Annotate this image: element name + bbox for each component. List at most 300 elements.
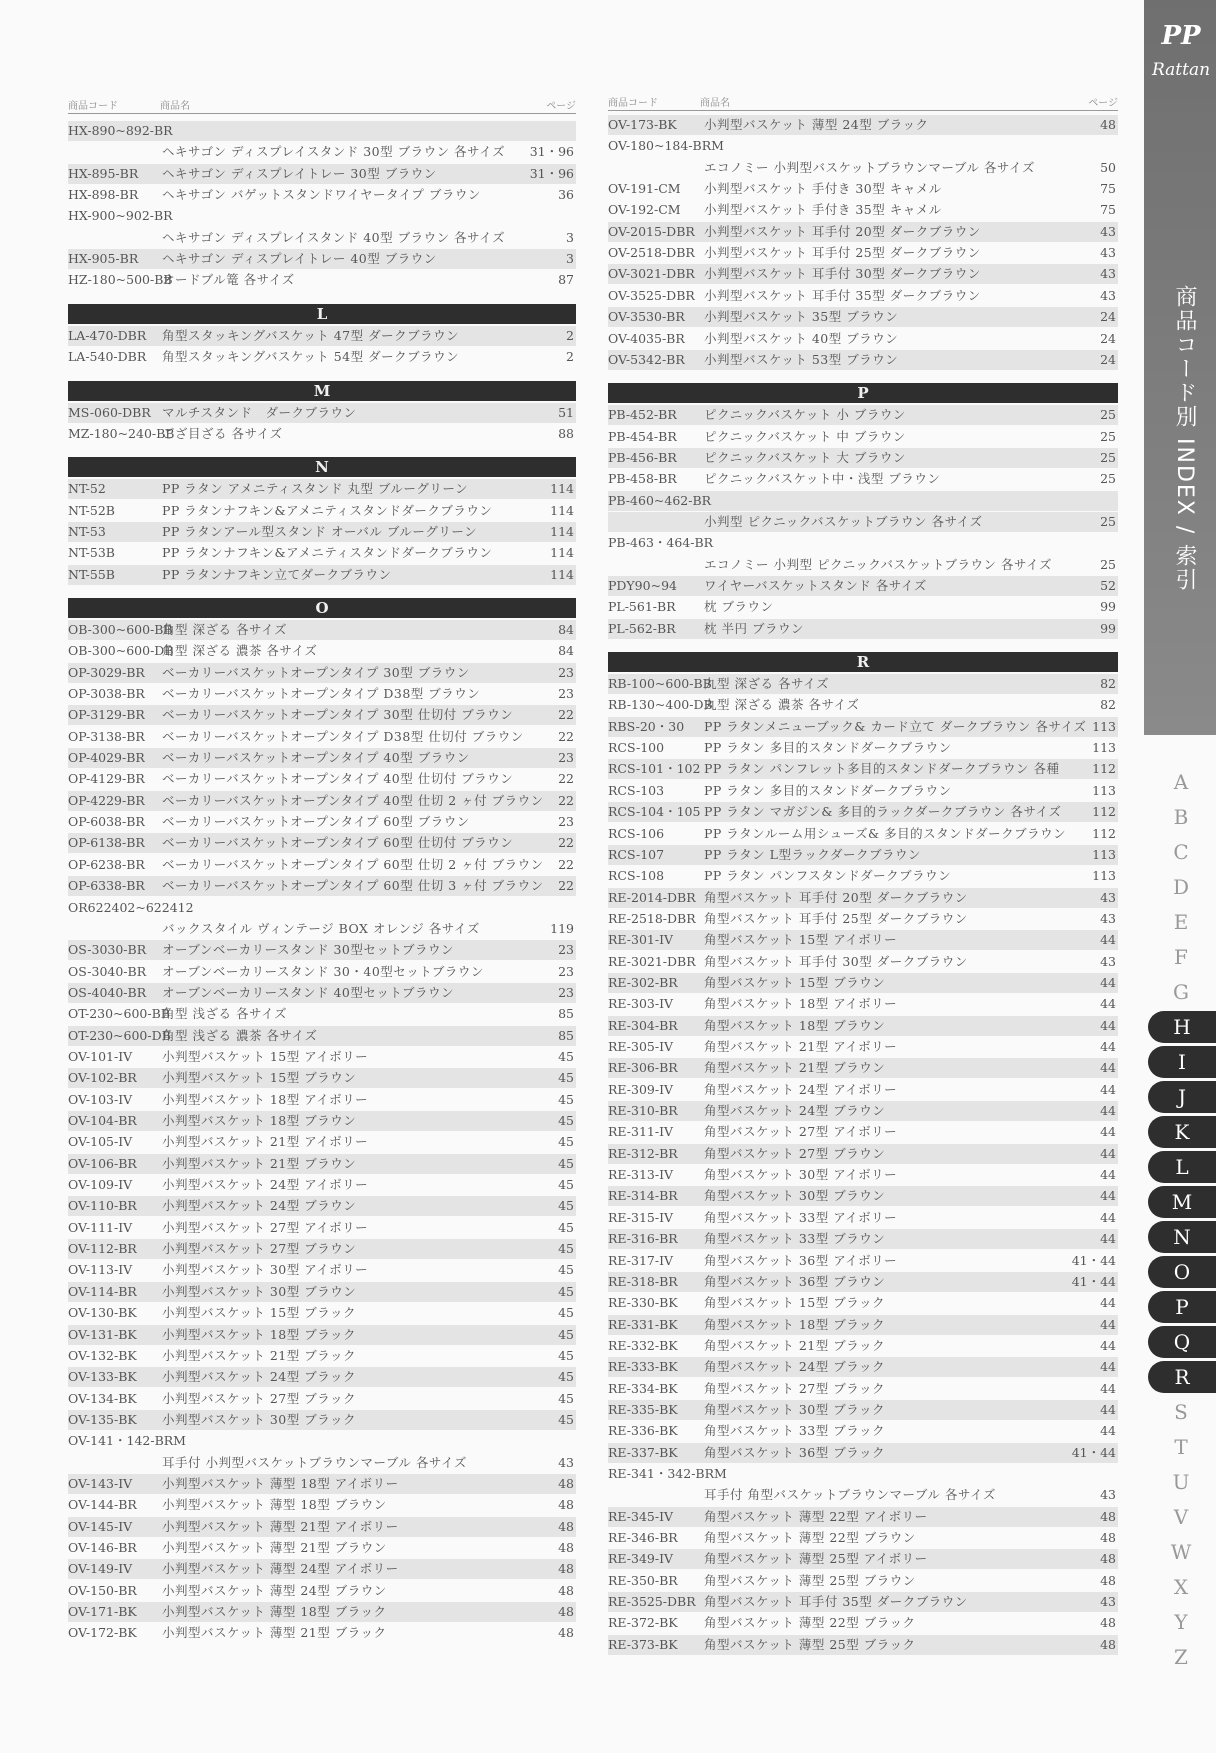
index-row (68, 684, 576, 704)
product-name: 丸型 深ざる 濃茶 各サイズ (704, 697, 860, 713)
product-name: 耳手付 角型バスケットブラウンマーブル 各サイズ (704, 1487, 996, 1503)
product-name: 角型バスケット 33型 アイボリー (704, 1209, 898, 1225)
product-name: 小判型バスケット 15型 アイボリー (162, 1048, 369, 1064)
product-name: 角型バスケット 耳手付 30型 ダークブラウン (704, 953, 968, 969)
alphabet-letter-v[interactable]: V (1173, 1505, 1189, 1529)
product-code: RE-310-BR (608, 1103, 678, 1119)
product-name: 小判型バスケット 53型 ブラウン (704, 351, 899, 367)
product-code: RE-349-IV (608, 1551, 674, 1567)
product-name: 角型バスケット 薄型 22型 ブラック (704, 1615, 916, 1631)
product-name: 小判型バスケット 21型 ブラック (162, 1347, 356, 1363)
product-code: RE-2518-DBR (608, 910, 696, 926)
alphabet-letter-s[interactable]: S (1174, 1400, 1188, 1424)
page-number: 44 (1100, 1231, 1116, 1247)
index-row (608, 1571, 1118, 1591)
product-name: 角型バスケット 薄型 22型 アイボリー (704, 1508, 928, 1524)
product-code: RE-330-BK (608, 1295, 678, 1311)
product-code: OV-105-IV (68, 1134, 133, 1150)
header-page: ページ (1088, 98, 1118, 109)
page-number: 41・44 (1071, 1252, 1116, 1268)
index-row (68, 1495, 576, 1515)
product-code: RCS-106 (608, 825, 665, 841)
alphabet-letter-g[interactable]: G (1173, 980, 1189, 1004)
alphabet-letter-d[interactable]: D (1172, 875, 1190, 899)
product-code: NT-53B (68, 545, 115, 561)
product-code: OV-109-IV (68, 1177, 133, 1193)
product-code: HX-895-BR (68, 165, 139, 181)
product-code: RCS-103 (608, 782, 665, 798)
product-code: HX-890~892-BR (68, 123, 173, 138)
product-name: ベーカリーバスケットオープンタイプ 30型 仕切付 ブラウン (162, 707, 514, 723)
product-code: RE-336-BK (608, 1423, 678, 1439)
page-number: 113 (1092, 740, 1116, 756)
index-row (68, 1410, 576, 1430)
product-name: 小判型バスケット 27型 ブラウン (162, 1241, 357, 1257)
product-name: 枕 半円 ブラウン (704, 620, 804, 636)
page-number: 48 (1100, 1551, 1116, 1567)
index-row (68, 983, 576, 1003)
index-row (68, 1559, 576, 1579)
page-number: 43 (558, 1454, 574, 1470)
page-number: 48 (1100, 117, 1116, 132)
product-code: RE-334-BK (608, 1380, 678, 1396)
index-row (608, 307, 1118, 327)
page-number: 22 (558, 856, 574, 872)
index-row (608, 158, 1118, 178)
index-row (68, 1111, 576, 1131)
alphabet-letter-y[interactable]: Y (1174, 1610, 1188, 1634)
product-name: 小判型バスケット 薄型 18型 アイボリー (162, 1475, 399, 1491)
page-number: 3 (566, 251, 574, 267)
product-code: OV-3021-DBR (608, 266, 695, 282)
product-code: RE-3021-DBR (608, 953, 696, 969)
alphabet-letter-u[interactable]: U (1172, 1470, 1190, 1494)
product-name: ピクニックバスケット 大 ブラウン (704, 449, 906, 465)
product-name: PP ラタンアール型スタンド オーバル ブルーグリーン (162, 523, 478, 539)
index-row (68, 962, 576, 982)
product-name: 小判型バスケット 18型 アイボリー (162, 1091, 369, 1107)
product-code: RE-3525-DBR (608, 1594, 696, 1610)
product-name: 角型バスケット 18型 アイボリー (704, 996, 898, 1012)
page-number: 3 (566, 229, 574, 245)
page-number: 84 (558, 643, 574, 659)
product-code: OP-3138-BR (68, 728, 145, 744)
product-code: OS-3040-BR (68, 963, 147, 979)
index-row (68, 1389, 576, 1409)
product-code: OV-172-BK (68, 1625, 137, 1641)
alphabet-letter-z[interactable]: Z (1174, 1645, 1188, 1669)
column-header (68, 95, 576, 114)
alphabet-letter-l[interactable]: L (1148, 1151, 1216, 1183)
index-row (608, 427, 1118, 447)
index-row (608, 1229, 1118, 1249)
page-number: 45 (558, 1219, 574, 1235)
product-name: PP ラタン パンフスタンドダークブラウン (704, 868, 952, 884)
product-name: ヘキサゴン ディスプレイスタンド 30型 ブラウン 各サイズ (162, 144, 506, 160)
index-row (68, 142, 576, 162)
index-row (608, 781, 1118, 801)
product-name: ピクニックバスケット 小 ブラウン (704, 407, 906, 423)
index-row (608, 1421, 1118, 1441)
index-row (68, 1260, 576, 1280)
product-code: OV-102-BR (68, 1070, 137, 1086)
product-code: OV-111-IV (68, 1219, 133, 1235)
product-code: RE-301-IV (608, 932, 674, 948)
index-row (608, 1443, 1118, 1463)
column-header (608, 92, 1118, 111)
page-number: 36 (558, 187, 574, 203)
index-row (608, 1528, 1118, 1548)
product-name: ヘキサゴン ディスプレイトレー 40型 ブラウン (162, 251, 437, 267)
product-name: 角型バスケット 15型 ブラック (704, 1295, 885, 1311)
product-code: OT-230~600-BB (68, 1006, 170, 1022)
product-code: RE-333-BK (608, 1359, 678, 1375)
product-code: HZ-180~500-BB (68, 272, 173, 288)
product-code: OV-5342-BR (608, 351, 685, 367)
page-number: 114 (550, 566, 574, 582)
page-number: 25 (1100, 556, 1116, 572)
product-name: ピクニックバスケット 中 ブラウン (704, 428, 906, 444)
product-code: RE-316-BR (608, 1231, 678, 1247)
page-number: 114 (550, 523, 574, 539)
product-code: OV-101-IV (68, 1048, 133, 1064)
index-row (608, 576, 1118, 596)
index-row (608, 717, 1118, 737)
index-row (608, 329, 1118, 349)
product-name: 角型バスケット 36型 ブラウン (704, 1273, 886, 1289)
product-name: 耳手付 小判型バスケットブラウンマーブル 各サイズ (162, 1454, 467, 1470)
product-name: 角型バスケット 33型 ブラック (704, 1423, 885, 1439)
index-row (608, 1144, 1118, 1164)
alphabet-letter-j[interactable]: J (1148, 1081, 1216, 1113)
product-name: 小判型バスケット 薄型 18型 ブラック (162, 1604, 387, 1620)
index-row (68, 791, 576, 811)
product-code: RE-332-BK (608, 1337, 678, 1353)
product-code: RE-305-IV (608, 1039, 674, 1054)
index-row (608, 1037, 1118, 1057)
index-row (608, 555, 1118, 575)
product-name: ベーカリーバスケットオープンタイプ 40型 仕切付 ブラウン (162, 771, 514, 787)
alphabet-letter-b[interactable]: B (1173, 805, 1189, 829)
product-name: ヘキサゴン ディスプレイスタンド 40型 ブラウン 各サイズ (162, 229, 506, 245)
product-code: RE-373-BK (608, 1636, 678, 1652)
header-code: 商品コード (608, 98, 658, 109)
index-row (608, 1485, 1118, 1505)
section-header-p: P (608, 383, 1118, 403)
product-code: OV-130-BK (68, 1305, 137, 1321)
page-number: 82 (1100, 676, 1116, 692)
product-name: 小判型バスケット 18型 ブラック (162, 1326, 356, 1342)
alphabet-letter-p[interactable]: P (1148, 1291, 1216, 1323)
alphabet-letter-f[interactable]: F (1174, 945, 1188, 969)
product-name: ござ目ざる 各サイズ (162, 425, 283, 441)
page-number: 114 (550, 481, 574, 497)
product-name: 角型バスケット 21型 ブラウン (704, 1060, 886, 1076)
alphabet-letter-i[interactable]: I (1148, 1046, 1216, 1078)
index-row (608, 405, 1118, 425)
page-number: 50 (1100, 159, 1116, 175)
page-number: 45 (558, 1411, 574, 1427)
product-code: PB-458-BR (608, 471, 677, 487)
index-row (68, 898, 576, 918)
product-name: 角型 深ざる 濃茶 各サイズ (162, 643, 318, 659)
index-row (608, 115, 1118, 135)
product-name: PP ラタンナフキン&アメニティスタンドダークブラウン (162, 545, 493, 561)
product-name: 角型バスケット 薄型 22型 ブラウン (704, 1530, 916, 1546)
product-code: RB-100~600-BB (608, 676, 712, 692)
product-code: OP-3129-BR (68, 707, 145, 723)
page-number: 43 (1100, 889, 1116, 905)
product-name: 小判型バスケット 薄型 18型 ブラウン (162, 1497, 387, 1513)
product-code: OP-6338-BR (68, 878, 145, 894)
alphabet-letter-w[interactable]: W (1170, 1540, 1192, 1564)
alphabet-letter-t[interactable]: T (1174, 1435, 1188, 1459)
product-code: RCS-108 (608, 868, 665, 884)
index-row (608, 1549, 1118, 1569)
product-name: 小判型バスケット 薄型 24型 ブラック (704, 117, 929, 132)
index-row (68, 1346, 576, 1366)
index-row (68, 347, 576, 367)
page-number: 45 (558, 1241, 574, 1257)
product-code: OV-149-IV (68, 1561, 133, 1577)
product-name: 小判型 ピクニックバスケットブラウン 各サイズ (704, 513, 983, 529)
product-code: OP-6138-BR (68, 835, 145, 851)
index-row (608, 1613, 1118, 1633)
product-code: OT-230~600-DB (68, 1027, 171, 1043)
product-code: RE-303-IV (608, 996, 674, 1012)
product-name: 角型バスケット 15型 アイボリー (704, 932, 898, 948)
page-number: 43 (1100, 1487, 1116, 1503)
alphabet-letter-a[interactable]: A (1173, 770, 1189, 794)
index-row (608, 469, 1118, 489)
product-code: OV-191-CM (608, 181, 681, 197)
product-code: OV-180~184-BRM (608, 138, 724, 154)
page-number: 99 (1100, 599, 1116, 615)
product-name: 枕 ブラウン (704, 599, 774, 615)
index-row (68, 1026, 576, 1046)
page-number: 43 (1100, 1594, 1116, 1610)
page-number: 22 (558, 792, 574, 808)
product-name: 小判型バスケット 21型 ブラウン (162, 1155, 357, 1171)
page-number: 87 (558, 272, 574, 288)
page-number: 45 (558, 1347, 574, 1363)
product-name: ヘキサゴン バゲットスタンドワイヤータイプ ブラウン (162, 187, 481, 203)
product-name: PP ラタン L型ラックダークブラウン (704, 846, 921, 862)
page-number: 85 (558, 1027, 574, 1043)
index-row (68, 1538, 576, 1558)
product-code: RE-331-BK (608, 1316, 678, 1332)
index-row (68, 522, 576, 542)
index-row (608, 1635, 1118, 1655)
product-name: PP ラタンメニューブック& カード立て ダークブラウン 各サイズ (704, 718, 1087, 734)
product-name: 小判型バスケット 24型 ブラウン (162, 1198, 357, 1214)
section-header-m: M (68, 381, 576, 401)
index-row (68, 833, 576, 853)
product-code: OV-150-BR (68, 1582, 137, 1598)
index-row (608, 264, 1118, 284)
product-code: PL-562-BR (608, 620, 676, 636)
product-code: OP-6038-BR (68, 814, 145, 830)
product-code: OV-4035-BR (608, 330, 685, 346)
page-number: 45 (558, 1369, 574, 1385)
product-code: RBS-20・30 (608, 718, 685, 734)
product-code: RE-302-BR (608, 974, 678, 990)
index-row (68, 479, 576, 499)
product-name: 角型 浅ざる 各サイズ (162, 1006, 287, 1022)
index-row (68, 1068, 576, 1088)
product-code: RE-317-IV (608, 1252, 674, 1268)
product-name: ベーカリーバスケットオープンタイプ 30型 ブラウン (162, 664, 470, 680)
page-number: 44 (1100, 1295, 1116, 1311)
product-name: PP ラタン パンフレット多目的スタンドダークブラウン 各種 (704, 761, 1060, 777)
index-row (68, 121, 576, 141)
alphabet-letter-e[interactable]: E (1173, 910, 1189, 934)
page-number: 23 (558, 963, 574, 979)
index-row (68, 1581, 576, 1601)
product-name: 角型バスケット 耳手付 35型 ダークブラウン (704, 1594, 968, 1610)
page-number: 31・96 (529, 144, 574, 160)
product-code: PL-561-BR (608, 599, 676, 615)
index-row (608, 448, 1118, 468)
product-code: OV-132-BK (68, 1347, 137, 1363)
page-number: 44 (1100, 1359, 1116, 1375)
product-code: RE-318-BR (608, 1273, 678, 1289)
index-row (68, 1602, 576, 1622)
product-code: OV-110-BR (68, 1198, 137, 1214)
page-number: 43 (1100, 287, 1116, 303)
index-row (68, 769, 576, 789)
product-code: OV-192-CM (608, 202, 681, 218)
product-code: OV-2015-DBR (608, 223, 695, 239)
index-row (608, 1101, 1118, 1121)
index-row (608, 512, 1118, 532)
product-code: OV-106-BR (68, 1155, 137, 1171)
page-number: 22 (558, 728, 574, 744)
product-name: 角型バスケット 36型 アイボリー (704, 1252, 898, 1268)
product-code: RCS-107 (608, 846, 665, 862)
product-code: RE-335-BK (608, 1401, 678, 1417)
page-number: 112 (1092, 825, 1116, 841)
alphabet-letter-q[interactable]: Q (1148, 1326, 1216, 1358)
index-row (68, 1004, 576, 1024)
page-number: 114 (550, 502, 574, 518)
product-name: 小判型バスケット 耳手付 20型 ダークブラウン (704, 223, 981, 239)
product-name: ベーカリーバスケットオープンタイプ D38型 仕切付 ブラウン (162, 728, 524, 744)
product-name: ベーカリーバスケットオープンタイプ 60型 ブラウン (162, 814, 470, 830)
product-name: 角型バスケット 21型 アイボリー (704, 1039, 898, 1054)
page-number: 45 (558, 1048, 574, 1064)
alphabet-letter-x[interactable]: X (1173, 1575, 1189, 1599)
product-code: RE-337-BK (608, 1444, 678, 1460)
page-number: 48 (558, 1540, 574, 1555)
product-name: 小判型バスケット 手付き 30型 キャメル (704, 181, 942, 197)
product-name: ベーカリーバスケットオープンタイプ 60型 仕切 2 ヶ付 ブラウン (162, 856, 544, 872)
page-number: 44 (1100, 996, 1116, 1012)
product-name: PP ラタン 多目的スタンドダークブラウン (704, 740, 952, 756)
product-name: PP ラタンルーム用シューズ& 多目的スタンドダークブラウン (704, 825, 1067, 841)
product-code: RB-130~400-DB (608, 697, 713, 713)
alphabet-letter-o[interactable]: O (1148, 1256, 1216, 1288)
product-name: 小判型バスケット 耳手付 30型 ダークブラウン (704, 266, 981, 282)
page-number: 113 (1092, 782, 1116, 798)
alphabet-letter-r[interactable]: R (1148, 1361, 1216, 1393)
page-number: 23 (558, 664, 574, 680)
index-row (608, 1208, 1118, 1228)
product-name: ワイヤーバスケットスタンド 各サイズ (704, 578, 927, 593)
product-code: OP-4029-BR (68, 750, 145, 766)
page-number: 84 (558, 621, 574, 637)
product-name: 小判型バスケット 35型 ブラウン (704, 309, 899, 325)
index-row (608, 759, 1118, 779)
alphabet-letter-m[interactable]: M (1148, 1186, 1216, 1218)
product-name: 角型バスケット 耳手付 20型 ダークブラウン (704, 889, 968, 905)
product-name: 角型バスケット 24型 ブラック (704, 1359, 885, 1375)
page-number: 45 (558, 1155, 574, 1171)
product-name: 小判型バスケット 27型 アイボリー (162, 1219, 369, 1235)
index-row (608, 1336, 1118, 1356)
product-code: OB-300~600-BB (68, 621, 173, 637)
product-name: オーブンベーカリースタンド 30・40型セットブラウン (162, 963, 484, 979)
page-number: 113 (1092, 718, 1116, 734)
page-number: 75 (1100, 202, 1116, 218)
index-row (68, 1623, 576, 1643)
page-number: 44 (1100, 1017, 1116, 1033)
product-name: 角型バスケット 薄型 25型 ブラック (704, 1636, 916, 1652)
index-row (608, 738, 1118, 758)
product-code: OV-113-IV (68, 1262, 133, 1278)
index-row (608, 802, 1118, 822)
product-code: RE-346-BR (608, 1530, 678, 1546)
page-number: 43 (1100, 953, 1116, 969)
product-name: 角型バスケット 36型 ブラック (704, 1444, 885, 1460)
alphabet-letter-c[interactable]: C (1173, 840, 1189, 864)
page-number: 45 (558, 1283, 574, 1299)
page-number: 44 (1100, 1145, 1116, 1161)
page-number: 44 (1100, 1337, 1116, 1353)
product-name: 小判型バスケット 薄型 24型 アイボリー (162, 1561, 399, 1577)
product-code: HX-898-BR (68, 187, 139, 203)
page-number: 24 (1100, 351, 1116, 367)
alphabet-letter-n[interactable]: N (1148, 1221, 1216, 1253)
index-row (68, 1453, 576, 1473)
index-row (608, 952, 1118, 972)
page-number: 41・44 (1071, 1444, 1116, 1460)
product-name: 角型バスケット 薄型 25型 アイボリー (704, 1551, 928, 1567)
index-row (68, 940, 576, 960)
page-number: 45 (558, 1177, 574, 1193)
index-row (68, 543, 576, 563)
alphabet-letter-h[interactable]: H (1148, 1011, 1216, 1043)
page-number: 48 (1100, 1508, 1116, 1524)
product-name: 角型バスケット 30型 ブラック (704, 1401, 885, 1417)
product-code: PB-454-BR (608, 428, 677, 444)
index-title: 商品コード別 INDEX / 索引 (1172, 285, 1197, 593)
page-number: 43 (1100, 910, 1116, 926)
page-number: 119 (550, 920, 574, 936)
product-name: 小判型バスケット 手付き 35型 キャメル (704, 202, 942, 218)
product-name: 小判型バスケット 40型 ブラウン (704, 330, 899, 346)
product-name: 角型バスケット 24型 ブラウン (704, 1103, 886, 1119)
alphabet-letter-k[interactable]: K (1148, 1116, 1216, 1148)
product-name: バックスタイル ヴィンテージ BOX オレンジ 各サイズ (162, 920, 480, 936)
product-name: 角型 深ざる 各サイズ (162, 621, 287, 637)
index-row (608, 1400, 1118, 1420)
index-row (608, 222, 1118, 242)
product-name: 小判型バスケット 24型 アイボリー (162, 1177, 369, 1193)
index-row (68, 663, 576, 683)
page-number: 88 (558, 425, 574, 441)
product-code: RE-2014-DBR (608, 889, 696, 905)
